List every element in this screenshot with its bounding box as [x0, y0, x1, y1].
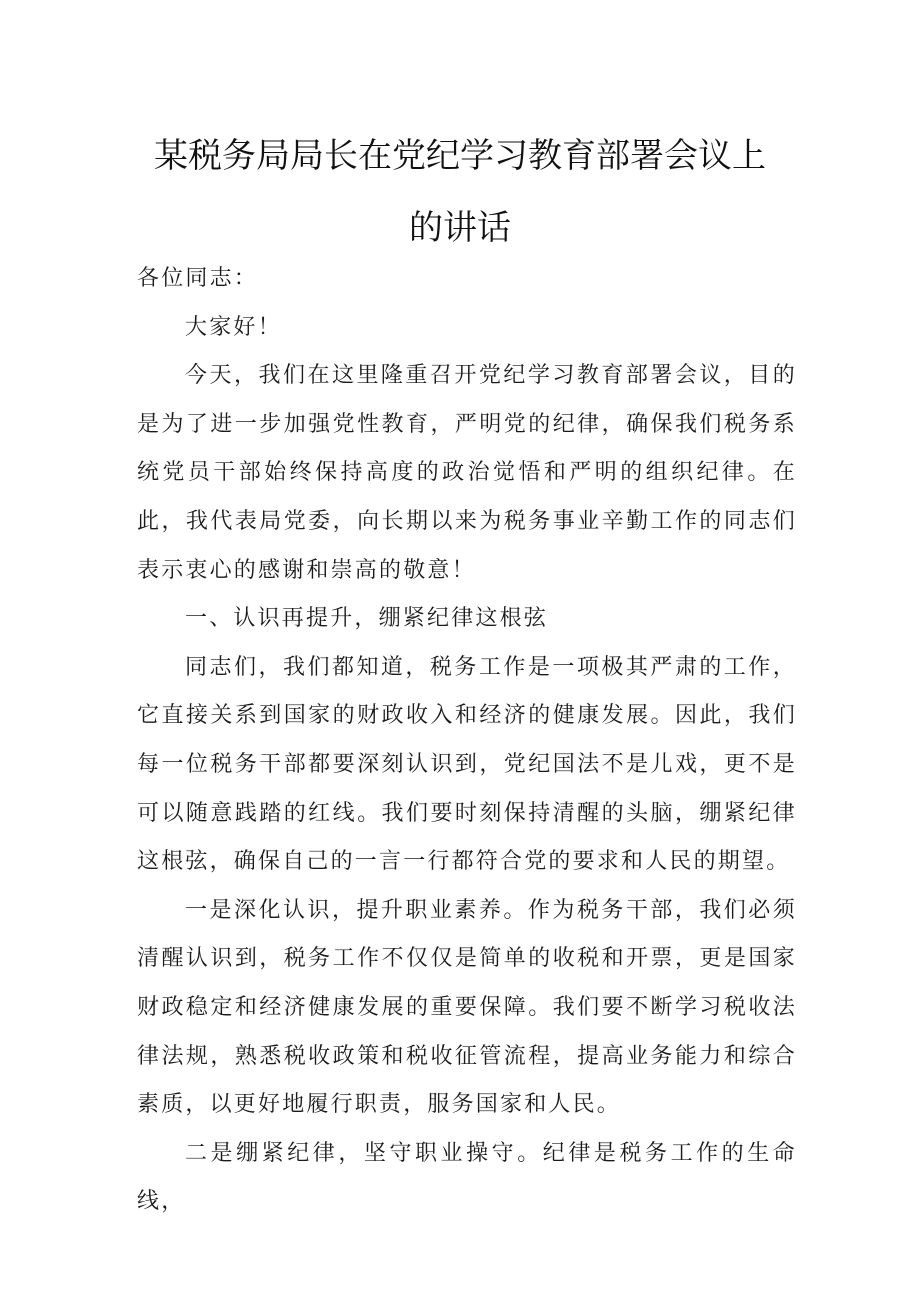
- document-title-line-2: 的讲话: [409, 208, 511, 248]
- paragraph-discipline: 同志们，我们都知道，税务工作是一项极其严肃的工作，它直接关系到国家的财政收入和经济的健康发展。因此，我们每一位税务干部都要深刻认识到，党纪国法不是儿戏，更不是可以随意践踏的红线。我们要时刻保持清醒的头脑，绷紧纪律这根弦，确保自己的一言一行都符合党的要求和人民的期望。: [137, 654, 797, 875]
- document-title-line-1: 某税务局局长在党纪学习教育部署会议上: [154, 136, 766, 176]
- document-body: [137, 255, 797, 1227]
- section-heading-1: 一、认识再提升，绷紧纪律这根弦: [185, 606, 549, 632]
- paragraph-point-1: 一是深化认识，提升职业素养。作为税务干部，我们必须清醒认识到，税务工作不仅仅是简单的收税和开票，更是国家财政稳定和经济健康发展的重要保障。我们要不断学习税收法律法规，熟悉税收政策和税收征管流程，提高业务能力和综合素质，以更好地履行职责，服务国家和人民。: [137, 897, 797, 1118]
- paragraph-point-2: 二是绷紧纪律，坚守职业操守。纪律是税务工作的生命线，: [137, 1140, 797, 1215]
- greeting: 大家好！: [185, 314, 282, 340]
- paragraph-opening: 今天，我们在这里隆重召开党纪学习教育部署会议，目的是为了进一步加强党性教育，严明党的纪律，确保我们税务系统党员干部始终保持高度的政治觉悟和严明的组织纪律。在此，我代表局党委，向长期以来为税务事业辛勤工作的同志们表示衷心的感谢和崇高的敬意！: [137, 363, 797, 583]
- salutation: 各位同志：: [137, 266, 259, 291]
